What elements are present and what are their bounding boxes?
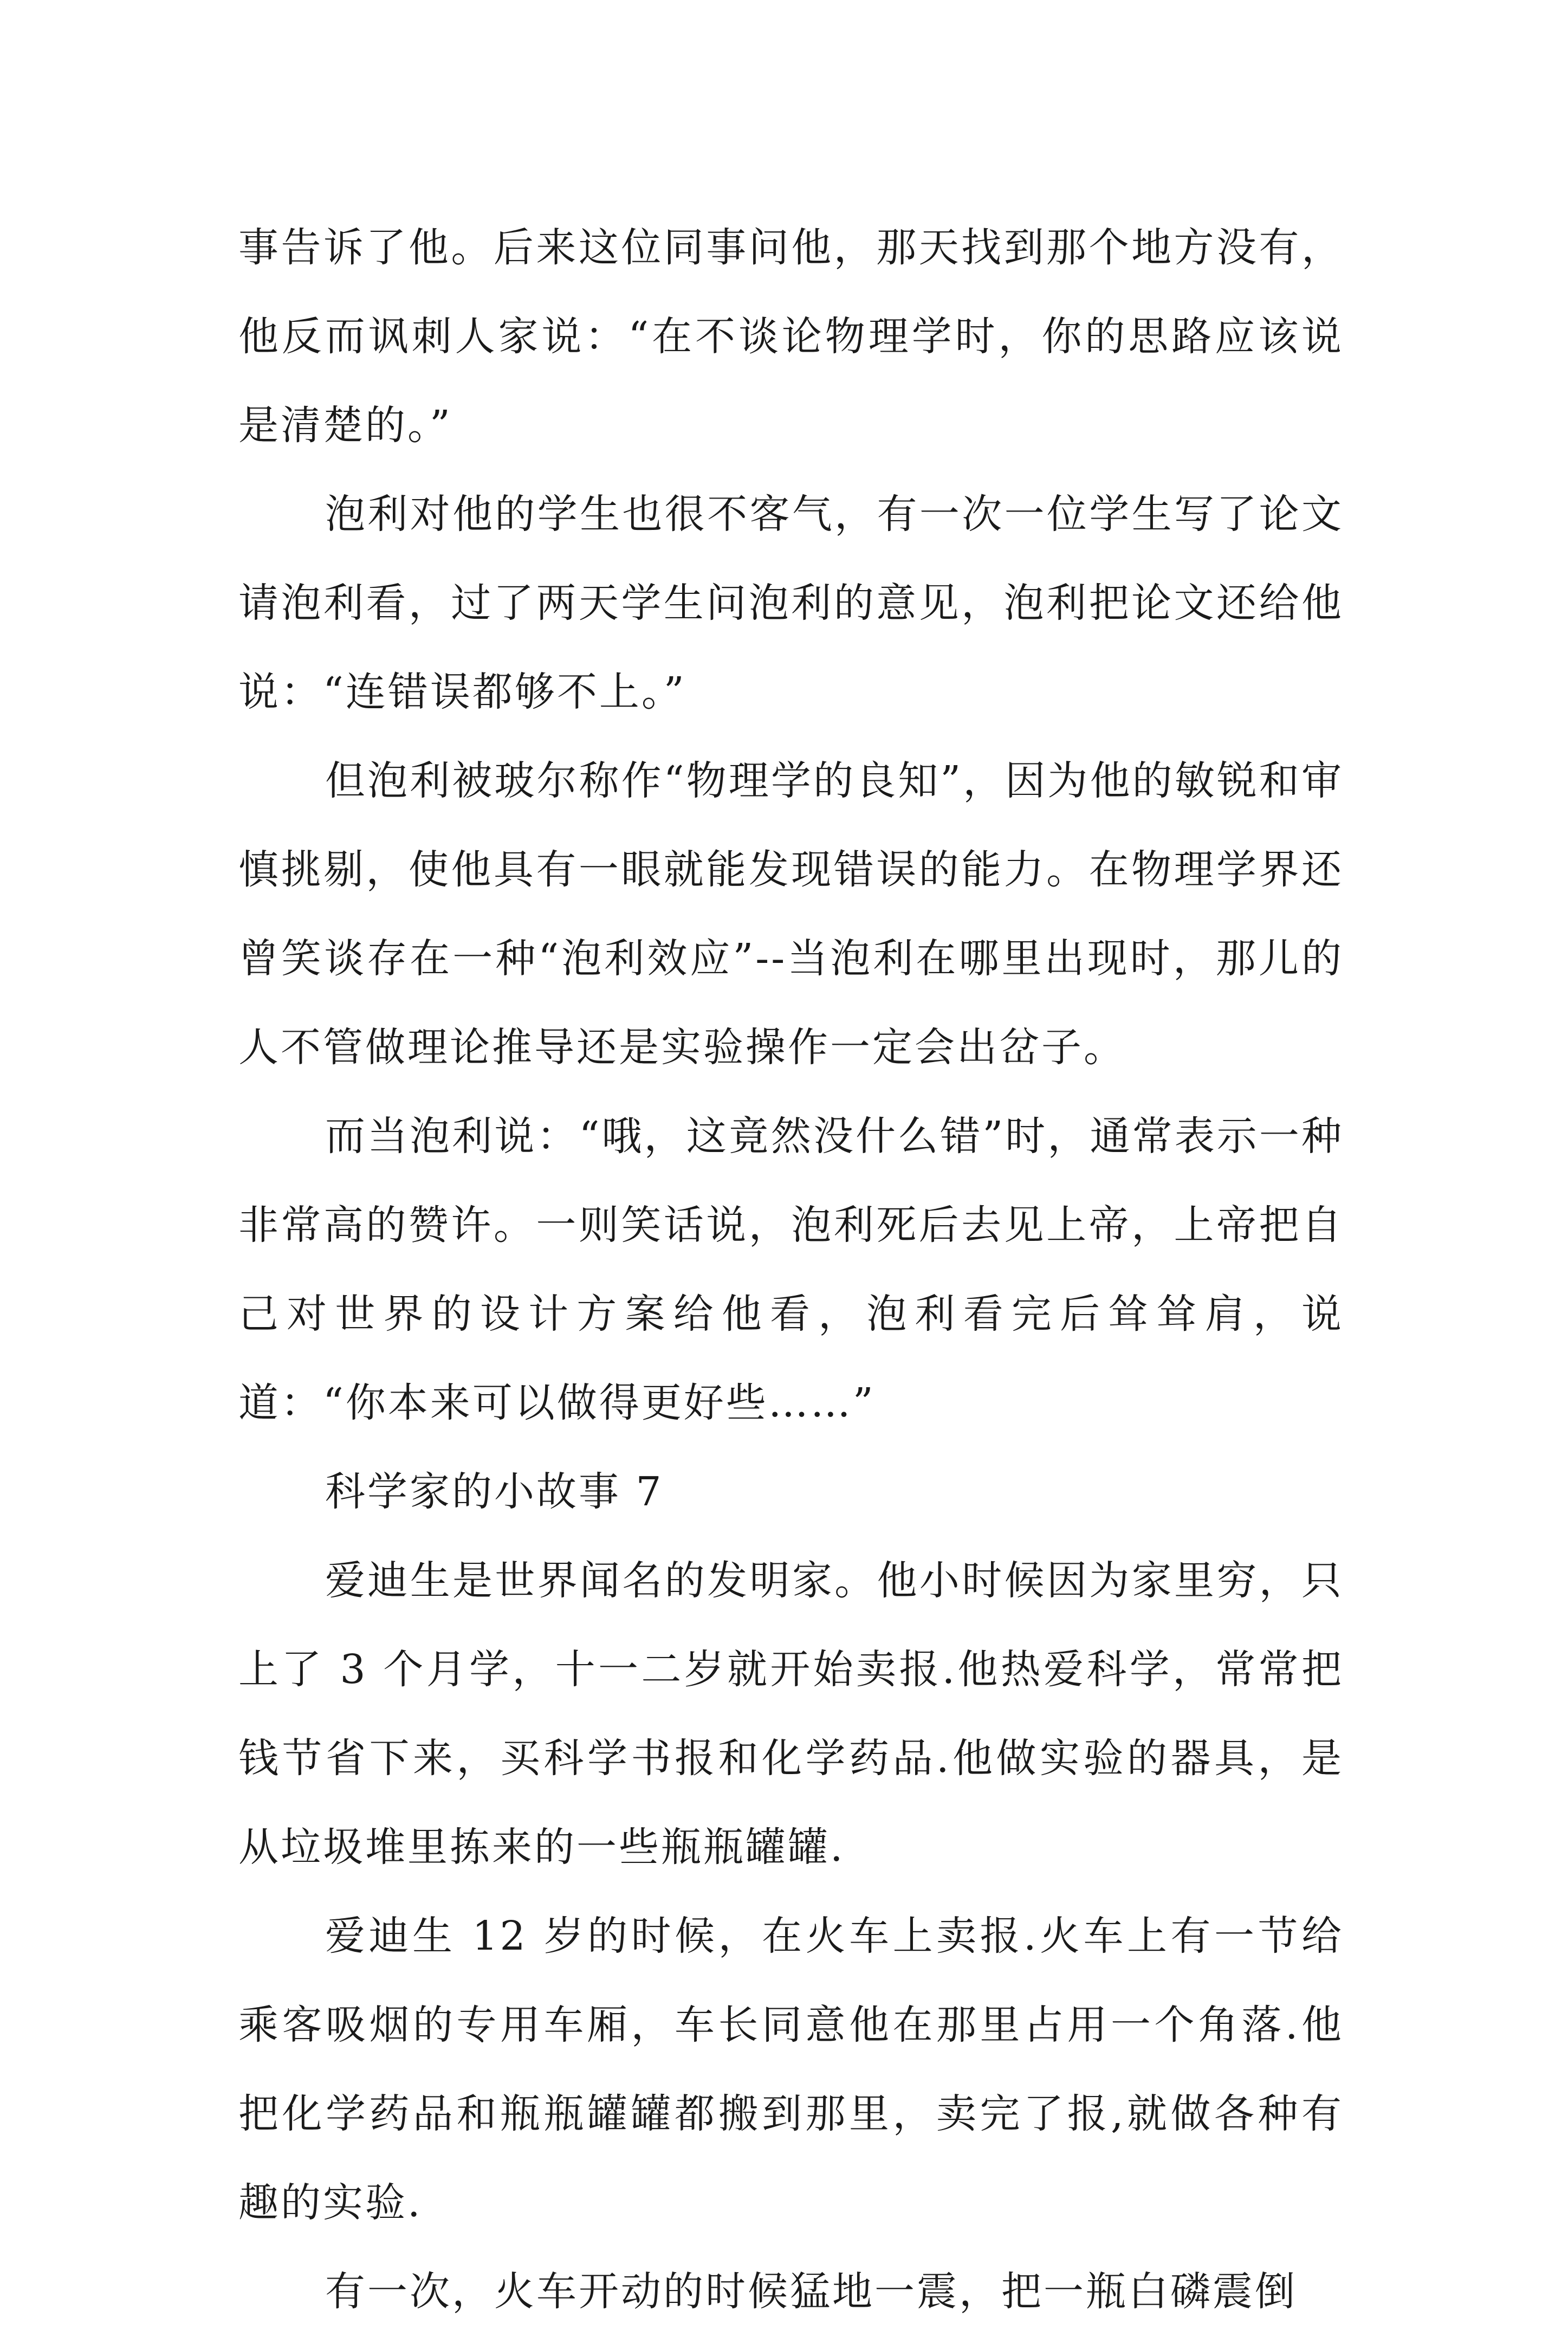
paragraph-7: 有一次，火车开动的时候猛地一震，把一瓶白磷震倒 — [325, 2268, 1297, 2315]
section-heading: 科学家的小故事 7 — [325, 1468, 664, 1515]
body-text — [238, 203, 1344, 2336]
paragraph-1: 事告诉了他。后来这位同事问他，那天找到那个地方没有，他反而讽刺人家说：“在不谈论物理学时，你的思路应该说是清楚的。” — [238, 224, 1344, 449]
paragraph-5: 爱迪生是世界闻名的发明家。他小时候因为家里穷，只上了 3 个月学，十一二岁就开始卖报.他热爱科学，常常把钱节省下来，买科学书报和化学药品.他做实验的器具，是从垃圾堆里拣来的一些瓶瓶罐罐. — [238, 1557, 1344, 1871]
paragraph-4: 而当泡利说：“哦，这竟然没什么错”时，通常表示一种非常高的赞许。一则笑话说，泡利死后去见上帝，上帝把自己对世界的设计方案给他看，泡利看完后耸耸肩，说道：“你本来可以做得更好些……” — [238, 1113, 1344, 1426]
paragraph-3: 但泡利被玻尔称作“物理学的良知”，因为他的敏锐和审慎挑剔，使他具有一眼就能发现错误的能力。在物理学界还曾笑谈存在一种“泡利效应”--当泡利在哪里出现时，那儿的人不管做理论推导还是实验操作一定会出岔子。 — [238, 758, 1344, 1071]
paragraph-2: 泡利对他的学生也很不客气，有一次一位学生写了论文请泡利看，过了两天学生问泡利的意见，泡利把论文还给他说：“连错误都够不上。” — [238, 491, 1344, 715]
paragraph-6: 爱迪生 12 岁的时候，在火车上卖报.火车上有一节给乘客吸烟的专用车厢，车长同意他在那里占用一个角落.他把化学药品和瓶瓶罐罐都搬到那里，卖完了报,就做各种有趣的实验. — [238, 1913, 1344, 2226]
